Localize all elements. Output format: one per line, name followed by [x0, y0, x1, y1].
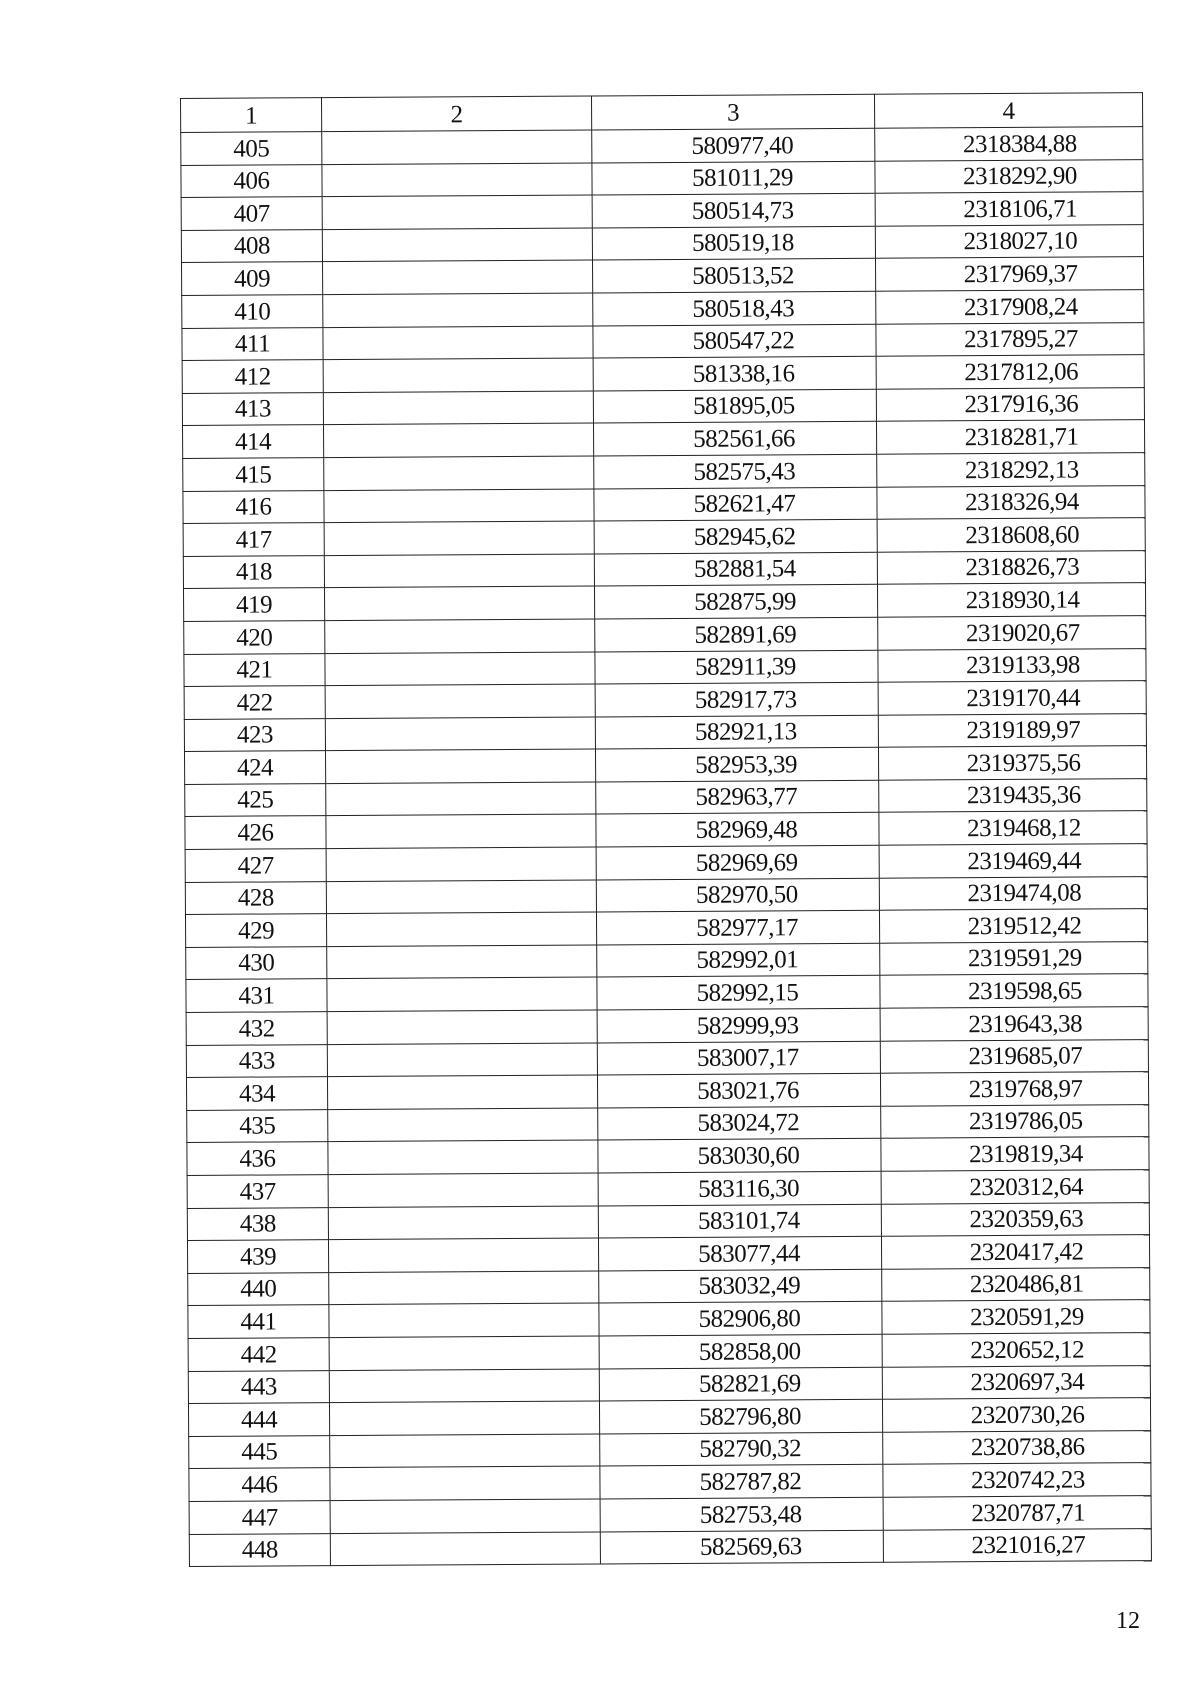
x-coordinate-cell: 583024,72: [598, 1106, 881, 1140]
x-coordinate-cell: 580518,43: [593, 291, 876, 325]
table-row: [188, 1365, 1150, 1403]
table-row: [184, 648, 1146, 686]
point-number-cell: 432: [186, 1012, 327, 1045]
y-coordinate-cell: 2318292,90: [875, 159, 1143, 193]
point-number-cell: 440: [188, 1272, 329, 1305]
table-row: [185, 811, 1147, 849]
x-coordinate-cell: 583077,44: [598, 1236, 881, 1270]
x-coordinate-cell: 582881,54: [594, 552, 877, 586]
point-number-cell: 430: [186, 946, 327, 979]
empty-cell: [323, 293, 593, 327]
empty-cell: [323, 326, 593, 360]
point-number-cell: 425: [185, 783, 326, 816]
table-row: [182, 290, 1144, 328]
x-coordinate-cell: 582787,82: [600, 1465, 883, 1499]
x-coordinate-cell: 582621,47: [594, 487, 877, 521]
table-row: [181, 127, 1143, 165]
x-coordinate-cell: 580977,40: [592, 128, 875, 162]
y-coordinate-cell: 2319786,05: [881, 1104, 1149, 1138]
x-coordinate-cell: 581338,16: [593, 356, 876, 390]
y-coordinate-cell: 2318608,60: [877, 518, 1145, 552]
point-number-cell: 439: [187, 1240, 328, 1273]
x-coordinate-cell: 582917,73: [595, 682, 878, 716]
point-number-cell: 411: [182, 327, 323, 360]
point-number-cell: 438: [187, 1207, 328, 1240]
x-coordinate-cell: 582891,69: [595, 617, 878, 651]
y-coordinate-cell: 2319598,65: [880, 974, 1148, 1008]
table-row: [182, 322, 1144, 360]
empty-cell: [325, 619, 595, 653]
x-coordinate-cell: 582753,48: [600, 1497, 883, 1531]
y-coordinate-cell: 2319768,97: [880, 1072, 1148, 1106]
empty-cell: [325, 684, 595, 718]
table-row: [183, 583, 1145, 621]
y-coordinate-cell: 2320359,63: [881, 1202, 1149, 1236]
y-coordinate-cell: 2318826,73: [877, 550, 1145, 584]
point-number-cell: 423: [184, 718, 325, 751]
table-row: [183, 453, 1145, 491]
table-row: [189, 1496, 1151, 1534]
empty-cell: [323, 391, 593, 425]
table-row: [181, 192, 1143, 230]
y-coordinate-cell: 2318027,10: [875, 224, 1143, 258]
table-row: [186, 974, 1148, 1012]
y-coordinate-cell: 2318384,88: [875, 127, 1143, 161]
y-coordinate-cell: 2319685,07: [880, 1039, 1148, 1073]
empty-cell: [326, 847, 596, 881]
point-number-cell: 431: [186, 979, 327, 1012]
table-row: [189, 1430, 1151, 1468]
point-number-cell: 412: [182, 360, 323, 393]
point-number-cell: 437: [187, 1175, 328, 1208]
table-row: [184, 746, 1146, 784]
x-coordinate-cell: 583032,49: [599, 1269, 882, 1303]
table-row: [183, 550, 1145, 588]
point-number-cell: 426: [185, 816, 326, 849]
empty-cell: [324, 489, 594, 523]
x-coordinate-cell: 580519,18: [592, 226, 875, 260]
y-coordinate-cell: 2319591,29: [880, 941, 1148, 975]
empty-cell: [322, 163, 592, 197]
x-coordinate-cell: 582969,69: [596, 845, 879, 879]
table-row: [185, 844, 1147, 882]
y-coordinate-cell: 2319474,08: [879, 876, 1147, 910]
table-row: [188, 1398, 1150, 1436]
y-coordinate-cell: 2320652,12: [882, 1333, 1150, 1367]
x-coordinate-cell: 580513,52: [592, 259, 875, 293]
empty-cell: [329, 1271, 599, 1305]
point-number-cell: 420: [184, 621, 325, 654]
empty-cell: [324, 521, 594, 555]
x-coordinate-cell: 580514,73: [592, 193, 875, 227]
y-coordinate-cell: 2320486,81: [882, 1267, 1150, 1301]
x-coordinate-cell: 582970,50: [596, 878, 879, 912]
point-number-cell: 441: [188, 1305, 329, 1338]
empty-cell: [323, 260, 593, 294]
point-number-cell: 418: [183, 555, 324, 588]
empty-cell: [328, 1140, 598, 1174]
y-coordinate-cell: 2320738,86: [883, 1430, 1151, 1464]
x-coordinate-cell: 581011,29: [592, 161, 875, 195]
empty-cell: [322, 195, 592, 229]
point-number-cell: 429: [185, 914, 326, 947]
table-row: [187, 1235, 1149, 1273]
x-coordinate-cell: 582945,62: [594, 519, 877, 553]
table-row: [183, 420, 1145, 458]
point-number-cell: 413: [182, 392, 323, 425]
point-number-cell: 436: [187, 1142, 328, 1175]
y-coordinate-cell: 2319469,44: [879, 844, 1147, 878]
point-number-cell: 428: [185, 881, 326, 914]
y-coordinate-cell: 2319643,38: [880, 1007, 1148, 1041]
point-number-cell: 417: [183, 523, 324, 556]
x-coordinate-cell: 582992,01: [597, 943, 880, 977]
empty-cell: [329, 1369, 599, 1403]
table-row: [186, 1007, 1148, 1045]
table-row: [186, 1072, 1148, 1110]
empty-cell: [327, 1075, 597, 1109]
y-coordinate-cell: 2318292,13: [877, 453, 1145, 487]
x-coordinate-cell: 583021,76: [597, 1073, 880, 1107]
x-coordinate-cell: 583116,30: [598, 1171, 881, 1205]
empty-cell: [326, 814, 596, 848]
empty-cell: [325, 717, 595, 751]
point-number-cell: 419: [183, 588, 324, 621]
x-coordinate-cell: 583030,60: [598, 1139, 881, 1173]
table-row: [189, 1528, 1151, 1566]
table-row: [186, 941, 1148, 979]
y-coordinate-cell: 2319133,98: [878, 648, 1146, 682]
point-number-cell: 406: [181, 164, 322, 197]
empty-cell: [324, 423, 594, 457]
table-row: [181, 159, 1143, 197]
x-coordinate-cell: 582858,00: [599, 1334, 882, 1368]
empty-cell: [326, 880, 596, 914]
y-coordinate-cell: 2319819,34: [881, 1137, 1149, 1171]
x-coordinate-cell: 582875,99: [594, 585, 877, 619]
x-coordinate-cell: 582992,15: [597, 976, 880, 1010]
table-row: [187, 1170, 1149, 1208]
point-number-cell: 408: [181, 229, 322, 262]
empty-cell: [328, 1238, 598, 1272]
table-row: [184, 681, 1146, 719]
table-row: [182, 257, 1144, 295]
y-coordinate-cell: 2317916,36: [876, 387, 1144, 421]
x-coordinate-cell: 582999,93: [597, 1008, 880, 1042]
table-row: [187, 1137, 1149, 1175]
table-row: [182, 355, 1144, 393]
x-coordinate-cell: 582963,77: [596, 780, 879, 814]
y-coordinate-cell: 2320697,34: [882, 1365, 1150, 1399]
x-coordinate-cell: 582911,39: [595, 650, 878, 684]
column-header-1: 1: [181, 98, 322, 133]
x-coordinate-cell: 583007,17: [597, 1041, 880, 1075]
x-coordinate-cell: 582953,39: [595, 748, 878, 782]
y-coordinate-cell: 2319468,12: [879, 811, 1147, 845]
y-coordinate-cell: 2320787,71: [883, 1496, 1151, 1530]
table-row: [187, 1202, 1149, 1240]
empty-cell: [324, 456, 594, 490]
y-coordinate-cell: 2321016,27: [883, 1528, 1151, 1562]
point-number-cell: 446: [189, 1468, 330, 1501]
empty-cell: [323, 358, 593, 392]
empty-cell: [322, 228, 592, 262]
empty-cell: [327, 1010, 597, 1044]
y-coordinate-cell: 2320417,42: [881, 1235, 1149, 1269]
empty-cell: [330, 1466, 600, 1500]
table-row: [189, 1463, 1151, 1501]
point-number-cell: 435: [187, 1109, 328, 1142]
point-number-cell: 427: [185, 849, 326, 882]
empty-cell: [327, 977, 597, 1011]
y-coordinate-cell: 2319170,44: [878, 681, 1146, 715]
point-number-cell: 407: [181, 197, 322, 230]
y-coordinate-cell: 2318326,94: [877, 485, 1145, 519]
point-number-cell: 410: [182, 295, 323, 328]
y-coordinate-cell: 2318106,71: [875, 192, 1143, 226]
y-coordinate-cell: 2320591,29: [882, 1300, 1150, 1334]
y-coordinate-cell: 2320730,26: [882, 1398, 1150, 1432]
point-number-cell: 442: [188, 1338, 329, 1371]
table-body: [181, 127, 1152, 1567]
x-coordinate-cell: 581895,05: [593, 389, 876, 423]
page-number: 12: [1116, 1608, 1140, 1634]
column-header-3: 3: [591, 94, 874, 130]
empty-cell: [324, 586, 594, 620]
point-number-cell: 448: [189, 1533, 330, 1566]
table-row: [188, 1267, 1150, 1305]
point-number-cell: 409: [182, 262, 323, 295]
y-coordinate-cell: 2319435,36: [879, 778, 1147, 812]
table-row: [188, 1300, 1150, 1338]
y-coordinate-cell: 2319375,56: [878, 746, 1146, 780]
empty-cell: [328, 1108, 598, 1142]
y-coordinate-cell: 2320742,23: [883, 1463, 1151, 1497]
empty-cell: [322, 130, 592, 164]
x-coordinate-cell: 582969,48: [596, 813, 879, 847]
coordinates-table: [180, 92, 1152, 1567]
x-coordinate-cell: 582977,17: [596, 910, 879, 944]
point-number-cell: 415: [183, 458, 324, 491]
empty-cell: [329, 1303, 599, 1337]
empty-cell: [330, 1434, 600, 1468]
point-number-cell: 424: [184, 751, 325, 784]
point-number-cell: 443: [188, 1370, 329, 1403]
empty-cell: [327, 1043, 597, 1077]
empty-cell: [328, 1173, 598, 1207]
table-row: [187, 1104, 1149, 1142]
y-coordinate-cell: 2317908,24: [876, 290, 1144, 324]
column-header-2: 2: [322, 96, 592, 132]
empty-cell: [327, 945, 597, 979]
x-coordinate-cell: 582821,69: [599, 1367, 882, 1401]
y-coordinate-cell: 2319512,42: [879, 909, 1147, 943]
point-number-cell: 444: [188, 1403, 329, 1436]
empty-cell: [329, 1336, 599, 1370]
empty-cell: [330, 1499, 600, 1533]
table-row: [184, 616, 1146, 654]
empty-cell: [326, 782, 596, 816]
empty-cell: [325, 749, 595, 783]
x-coordinate-cell: 583101,74: [598, 1204, 881, 1238]
x-coordinate-cell: 582906,80: [599, 1302, 882, 1336]
table-row: [188, 1333, 1150, 1371]
empty-cell: [330, 1531, 600, 1565]
table-row: [182, 387, 1144, 425]
y-coordinate-cell: 2319189,97: [878, 713, 1146, 747]
point-number-cell: 414: [183, 425, 324, 458]
x-coordinate-cell: 582921,13: [595, 715, 878, 749]
empty-cell: [324, 554, 594, 588]
y-coordinate-cell: 2318281,71: [876, 420, 1144, 454]
empty-cell: [325, 651, 595, 685]
table-row: [185, 909, 1147, 947]
table-row: [181, 224, 1143, 262]
x-coordinate-cell: 582561,66: [593, 422, 876, 456]
table-row: [183, 485, 1145, 523]
point-number-cell: 434: [186, 1077, 327, 1110]
table-row: [185, 876, 1147, 914]
empty-cell: [328, 1206, 598, 1240]
x-coordinate-cell: 582796,80: [599, 1399, 882, 1433]
empty-cell: [329, 1401, 599, 1435]
y-coordinate-cell: 2317812,06: [876, 355, 1144, 389]
point-number-cell: 421: [184, 653, 325, 686]
y-coordinate-cell: 2320312,64: [881, 1170, 1149, 1204]
point-number-cell: 447: [189, 1501, 330, 1534]
y-coordinate-cell: 2319020,67: [878, 616, 1146, 650]
y-coordinate-cell: 2317895,27: [876, 322, 1144, 356]
point-number-cell: 422: [184, 686, 325, 719]
table-row: [186, 1039, 1148, 1077]
point-number-cell: 405: [181, 132, 322, 165]
point-number-cell: 445: [189, 1435, 330, 1468]
y-coordinate-cell: 2318930,14: [877, 583, 1145, 617]
x-coordinate-cell: 580547,22: [593, 324, 876, 358]
point-number-cell: 416: [183, 490, 324, 523]
x-coordinate-cell: 582575,43: [594, 454, 877, 488]
x-coordinate-cell: 582569,63: [600, 1530, 883, 1564]
y-coordinate-cell: 2317969,37: [875, 257, 1143, 291]
table-row: [184, 713, 1146, 751]
x-coordinate-cell: 582790,32: [600, 1432, 883, 1466]
column-header-4: 4: [874, 93, 1142, 129]
empty-cell: [326, 912, 596, 946]
point-number-cell: 433: [186, 1044, 327, 1077]
table-row: [185, 778, 1147, 816]
table-row: [183, 518, 1145, 556]
